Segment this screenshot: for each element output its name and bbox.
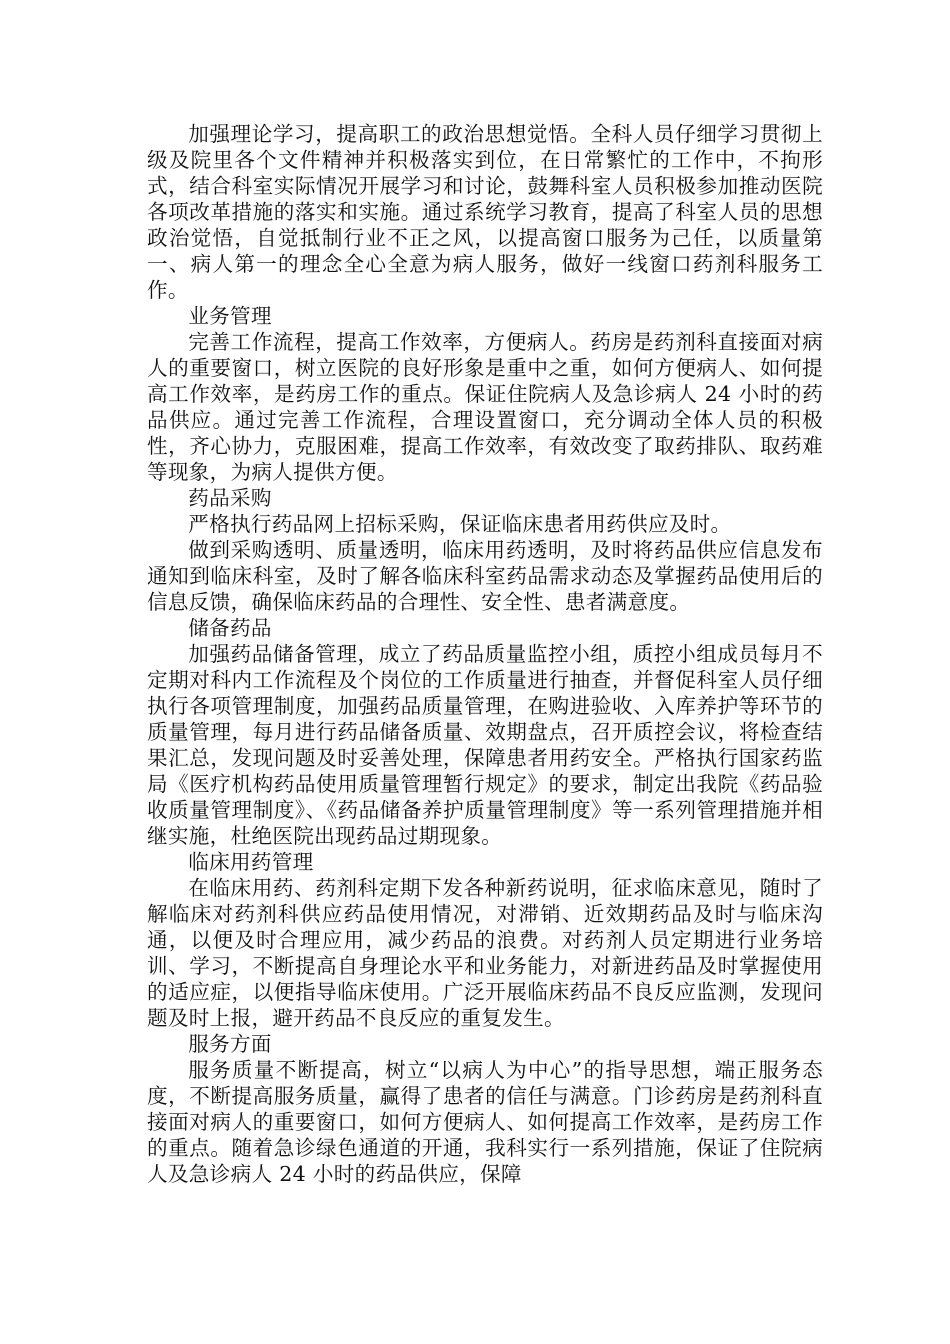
paragraph-transparency: 做到采购透明、质量透明，临床用药透明，及时将药品供应信息发布通知到临床科室，及时了解各临床科室药品需求动态及掌握药品使用后的信息反馈，确保临床药品的合理性、安全性、患者满意度。 xyxy=(147,538,823,614)
paragraph-service-quality: 服务质量不断提高，树立“以病人为中心”的指导思想，端正服务态度，不断提高服务质量，赢得了患者的信任与满意。门诊药房是药剂科直接面对病人的重要窗口，如何方便病人、如何提高工作效率，是药房工作的重点。随着急诊绿色通道的开通，我科实行一系列措施，保证了住院病人及急诊病人 24 小时的药品供应，保障 xyxy=(147,1058,823,1186)
paragraph-theory-study: 加强理论学习，提高职工的政治思想觉悟。全科人员仔细学习贯彻上级及院里各个文件精神并积极落实到位，在日常繁忙的工作中，不拘形式，结合科室实际情况开展学习和讨论，鼓舞科室人员积极参加推动医院各项改革措施的落实和实施。通过系统学习教育，提高了科室人员的思想政治觉悟，自觉抵制行业不正之风，以提高窗口服务为己任，以质量第一、病人第一的理念全心全意为病人服务，做好一线窗口药剂科服务工作。 xyxy=(147,122,823,302)
paragraph-workflow: 完善工作流程，提高工作效率，方便病人。药房是药剂科直接面对病人的重要窗口，树立医院的良好形象是重中之重，如何方便病人、如何提高工作效率，是药房工作的重点。保证住院病人及急诊病人 24 小时的药品供应。通过完善工作流程，合理设置窗口，充分调动全体人员的积极性，齐心协力，克服困难，提高工作效率，有效改变了取药排队、取药难等现象，为病人提供方便。 xyxy=(147,330,823,484)
heading-drug-procurement: 药品采购 xyxy=(188,486,272,510)
heading-clinical-medication: 临床用药管理 xyxy=(188,850,314,874)
paragraph-clinical-medication: 在临床用药、药剂科定期下发各种新药说明，征求临床意见，随时了解临床对药剂科供应药品使用情况，对滞销、近效期药品及时与临床沟通，以便及时合理应用，减少药品的浪费。对药剂人员定期进行业务培训、学习，不断提高自身理论水平和业务能力，对新进药品及时掌握使用的适应症，以便指导临床使用。广泛开展临床药品不良反应监测，发现问题及时上报，避开药品不良反应的重复发生。 xyxy=(147,876,823,1030)
paragraph-storage-management: 加强药品储备管理，成立了药品质量监控小组，质控小组成员每月不定期对科内工作流程及个岗位的工作质量进行抽查，并督促科室人员仔细执行各项管理制度，加强药品质量管理，在购进验收、入库养护等环节的质量管理，每月进行药品储备质量、效期盘点，召开质控会议，将检查结果汇总，发现问题及时妥善处理，保障患者用药安全。严格执行国家药监局《医疗机构药品使用质量管理暂行规定》的要求，制定出我院《药品验收质量管理制度》、《药品储备养护质量管理制度》等一系列管理措施并相继实施，杜绝医院出现药品过期现象。 xyxy=(147,642,823,848)
document-page xyxy=(147,121,823,1187)
heading-service: 服务方面 xyxy=(188,1032,272,1056)
heading-drug-storage: 储备药品 xyxy=(188,616,272,640)
paragraph-online-bidding: 严格执行药品网上招标采购，保证临床患者用药供应及时。 xyxy=(188,512,732,536)
heading-business-management: 业务管理 xyxy=(188,304,272,328)
